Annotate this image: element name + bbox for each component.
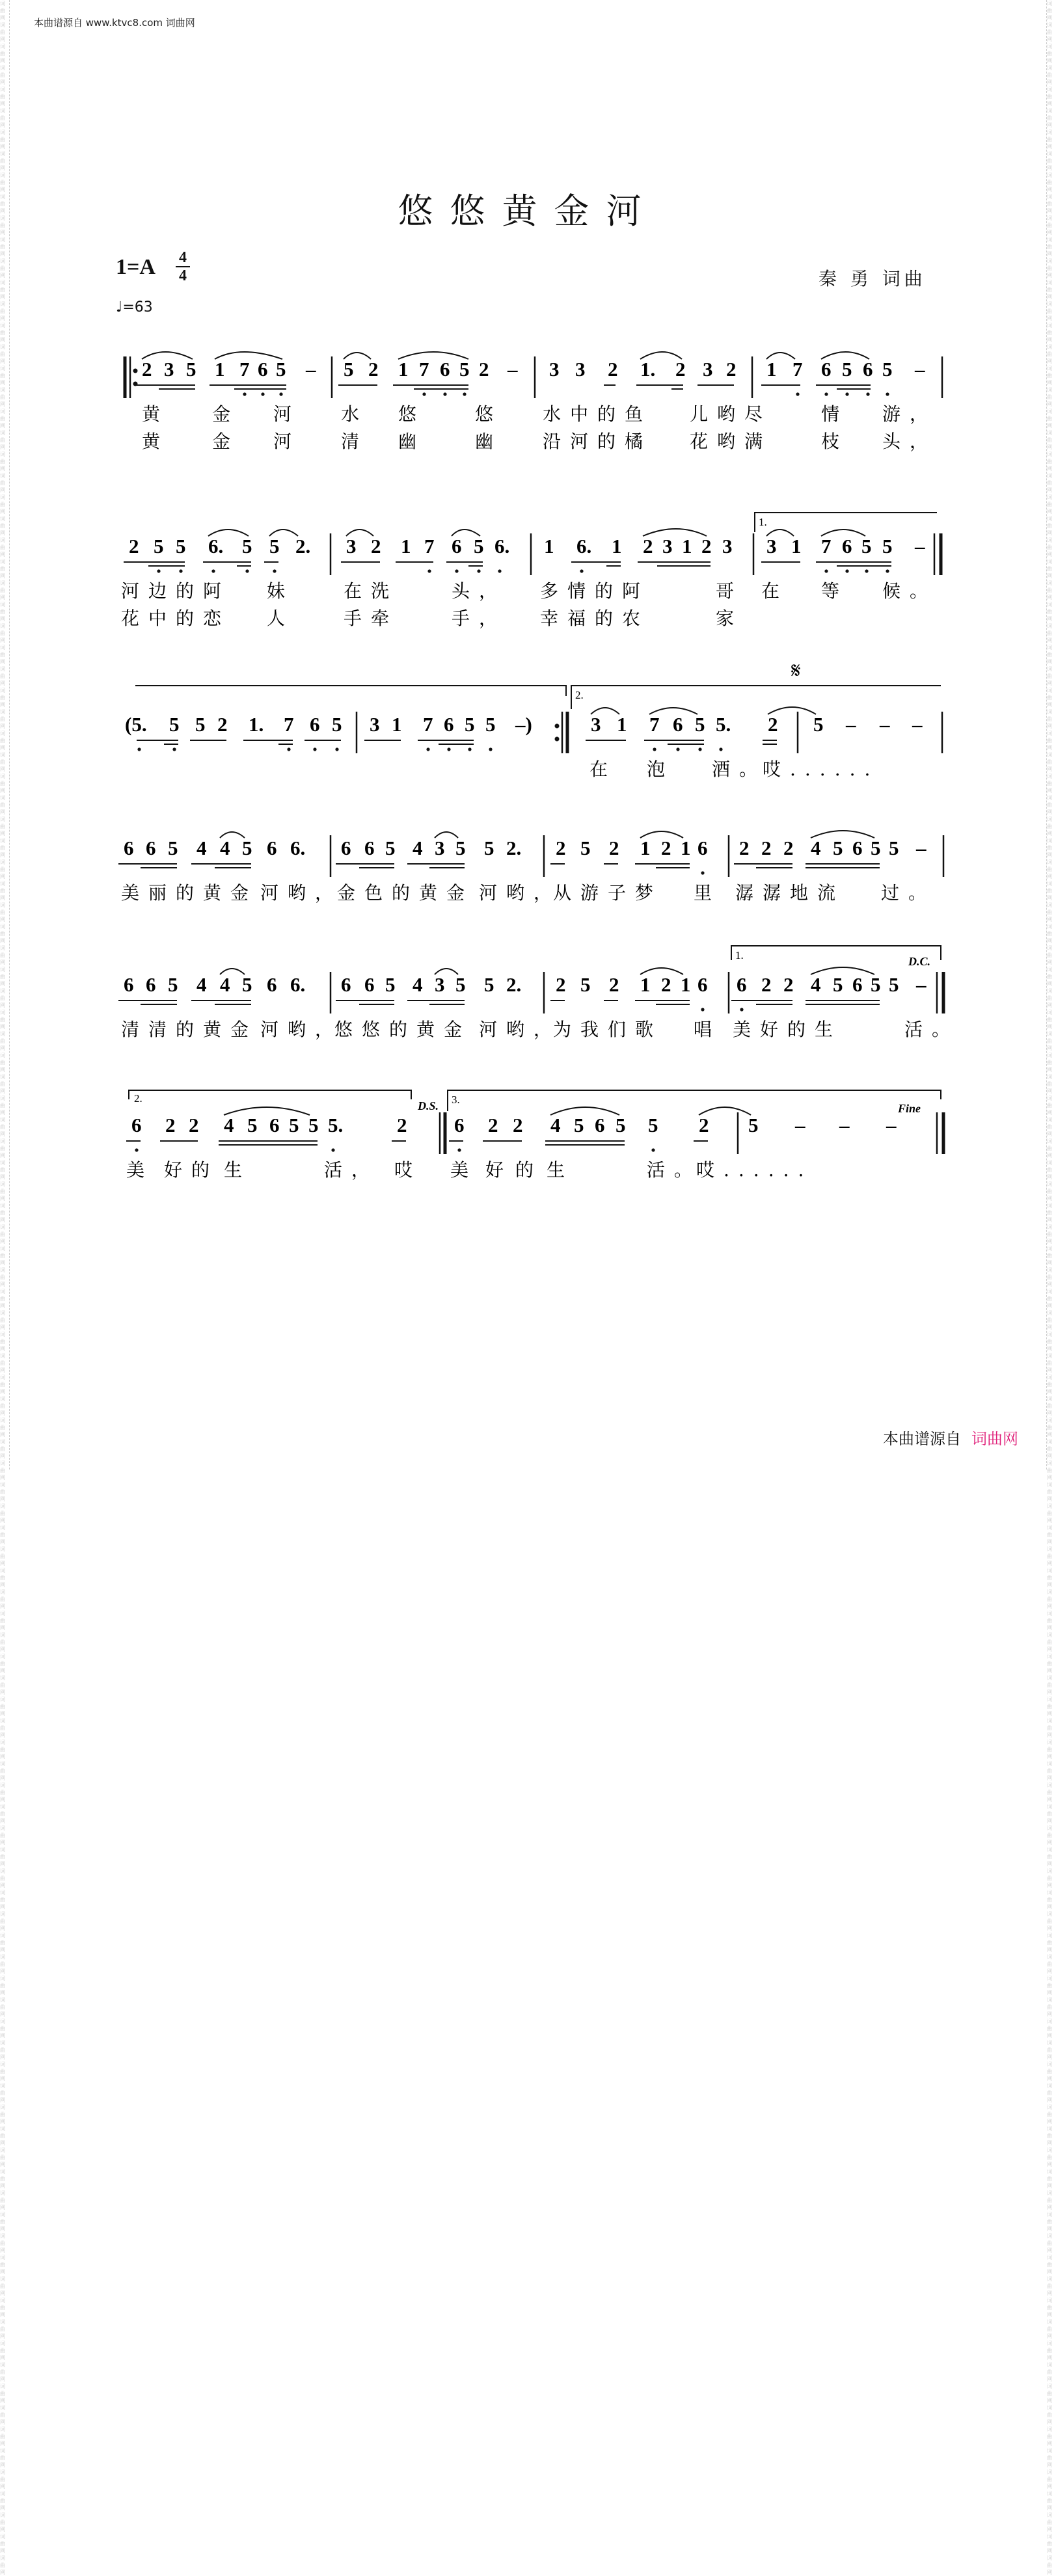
lyric-1-2-1: 黄 — [142, 431, 170, 452]
note-6-20: 5 — [748, 1114, 759, 1136]
note-2-10: 1 — [401, 535, 411, 557]
note-2-21: 2 — [701, 535, 712, 557]
note-3-22: 2 — [768, 713, 778, 736]
note-4-3: 5 — [168, 837, 178, 859]
footer-source — [883, 1426, 1018, 1449]
lyric-2-1-9: 候。 — [882, 580, 938, 602]
note-3-16: 3 — [591, 713, 601, 736]
note-4-15: 5 — [484, 837, 494, 859]
note-1-1: 2 — [142, 358, 152, 381]
fine-marking: Fine — [898, 1102, 921, 1115]
lyric-5-1-2: 河哟， — [260, 1019, 343, 1040]
note-2-19: 3 — [662, 535, 673, 557]
lyric-4-1-3: 金色的黄金 — [337, 882, 474, 904]
note-3-1: (5. — [125, 713, 147, 736]
note-1-9: 5 — [344, 358, 354, 381]
note-6-23: – — [886, 1114, 897, 1136]
lyric-6-1-4: 生 — [224, 1159, 252, 1181]
lyric-5-1-5: 为我们歌 — [553, 1019, 663, 1040]
note-4-6: 5 — [242, 837, 252, 859]
note-1-7: 5 — [276, 358, 286, 381]
lyric-2-1-2: 妹 — [267, 580, 295, 602]
note-3-6: 7 — [284, 713, 294, 736]
note-6-7: 5 — [289, 1114, 299, 1136]
note-2-12: 6 — [452, 535, 462, 557]
note-1-20: 1. — [640, 358, 656, 381]
note-1-29: 5 — [882, 358, 893, 381]
note-3-24: – — [846, 713, 856, 736]
lyric-5-1-8: 活。 — [904, 1019, 960, 1040]
note-2-23: 3 — [766, 535, 777, 557]
lyric-1-2-2: 金 — [212, 431, 240, 452]
note-5-19: 2 — [609, 973, 619, 996]
note-6-10: 2 — [397, 1114, 407, 1136]
volta-2-label-b: 2. — [134, 1092, 142, 1105]
note-3-9: 3 — [370, 713, 380, 736]
note-1-4: 1 — [215, 358, 225, 381]
note-2-26: 6 — [842, 535, 852, 557]
note-2-14: 6. — [494, 535, 510, 557]
lyric-6-1-12: 哎...... — [696, 1159, 813, 1181]
lyric-4-1-1: 美丽的黄金 — [121, 882, 258, 904]
note-2-1: 2 — [129, 535, 139, 557]
lyric-1-2-9: 枝 — [821, 431, 849, 452]
lyric-1-2-7: 沿河的橘 — [543, 431, 653, 452]
footer-site-link[interactable]: 词曲网 — [971, 1430, 1018, 1448]
note-6-13: 2 — [513, 1114, 523, 1136]
volta-3-label: 3. — [452, 1093, 460, 1106]
note-1-3: 5 — [186, 358, 196, 381]
note-3-10: 1 — [392, 713, 402, 736]
note-4-13: 3 — [435, 837, 445, 859]
lyric-6-1-3: 的 — [191, 1159, 219, 1181]
note-6-6: 6 — [269, 1114, 280, 1136]
top-source-text: 本曲谱源自 www.ktvc8.com 词曲网 — [34, 17, 195, 29]
note-6-22: – — [839, 1114, 850, 1136]
lyric-6-1-7: 美 — [450, 1159, 478, 1181]
volta-1-label: 1. — [759, 516, 767, 528]
note-3-18: 7 — [649, 713, 660, 736]
note-6-12: 2 — [488, 1114, 498, 1136]
note-3-26: – — [912, 713, 923, 736]
note-6-18: 5 — [648, 1114, 658, 1136]
note-3-2: 5 — [169, 713, 180, 736]
lyric-2-1-5: 多情的阿 — [540, 580, 650, 602]
footer-source-text: 本曲谱源自 — [883, 1430, 961, 1448]
note-6-14: 4 — [550, 1114, 561, 1136]
note-1-25: 7 — [792, 358, 803, 381]
right-watermark-strip: 词曲网词曲网词曲网词曲网词曲网词曲网词曲网词曲网词曲网词曲网词曲网词曲网词曲网词曲网词曲网词曲网词曲网词曲网词曲网词曲网词曲网词曲网词曲网词曲网词曲网词曲网词曲网词曲网词曲网词曲网词曲网词曲网词曲网词曲网词曲网词曲网词曲网词曲网词曲网词曲网词曲网词曲网词曲网词曲网词曲网词曲网词曲网词曲网词曲网词曲网词曲网词曲网词曲网词曲网词曲网词曲网词曲网词曲网词曲网词曲网词曲网词曲网词曲网词曲网词曲网词曲网词曲网词曲网词曲网词曲网词曲网词曲网词曲网词曲网词曲网词曲网词曲网词曲网词曲网词曲网词曲网词曲网词曲网词曲网词曲网词曲网词曲网词曲网词曲网词曲网词曲网词曲网词曲网词曲网词曲网词曲网词曲网词曲网词曲网词曲网词曲网词曲网词曲网词曲网词曲网词曲网词曲网词曲网词曲网词曲网词曲网词曲网词曲网词曲网词曲网词曲网词曲网词曲网词曲网词曲网 — [1046, 0, 1056, 1469]
note-4-31: 5 — [889, 837, 899, 859]
lyric-1-2-4: 清 — [341, 431, 369, 452]
note-5-4: 4 — [196, 973, 207, 996]
note-5-22: 1 — [681, 973, 691, 996]
note-2-29: – — [915, 535, 925, 557]
lyric-6-1-9: 的 — [515, 1159, 543, 1181]
lyric-2-2-5: 幸福的农 — [540, 608, 650, 629]
note-4-2: 6 — [146, 837, 156, 859]
note-6-19: 2 — [699, 1114, 709, 1136]
lyric-2-1-8: 等 — [821, 580, 849, 602]
note-5-16: 2. — [506, 973, 522, 996]
lyric-1-2-8: 花哟满 — [690, 431, 772, 452]
note-3-5: 1. — [249, 713, 264, 736]
note-5-20: 1 — [640, 973, 651, 996]
note-2-28: 5 — [882, 535, 893, 557]
note-3-4: 2 — [217, 713, 228, 736]
note-2-25: 7 — [821, 535, 832, 557]
note-6-15: 5 — [574, 1114, 584, 1136]
note-1-17: 3 — [549, 358, 560, 381]
lyric-1-1-8: 儿哟尽 — [690, 403, 772, 425]
note-4-14: 5 — [455, 837, 466, 859]
time-signature-top: 4 — [179, 249, 187, 266]
note-4-7: 6 — [267, 837, 277, 859]
lyric-5-1-7: 美好的生 — [733, 1019, 843, 1040]
note-2-20: 1 — [682, 535, 692, 557]
note-2-27: 5 — [861, 535, 872, 557]
note-5-12: 4 — [413, 973, 423, 996]
note-5-25: 2 — [761, 973, 772, 996]
note-6-21: – — [795, 1114, 806, 1136]
note-1-12: 7 — [419, 358, 429, 381]
note-2-22: 3 — [722, 535, 733, 557]
note-4-21: 2 — [661, 837, 671, 859]
note-4-18: 5 — [580, 837, 591, 859]
lyric-2-1-6: 哥 — [716, 580, 744, 602]
note-2-2: 5 — [154, 535, 164, 557]
notes-layer — [121, 358, 959, 1181]
lyric-1-2-10: 头， — [882, 431, 938, 452]
note-5-8: 6. — [290, 973, 306, 996]
note-4-26: 2 — [783, 837, 794, 859]
note-1-16: – — [508, 358, 518, 381]
lyric-2-1-3: 在洗 — [344, 580, 399, 602]
lyric-4-1-7: 潺潺地流 — [735, 882, 845, 904]
note-5-31: 5 — [889, 973, 899, 996]
note-4-17: 2 — [556, 837, 566, 859]
note-4-30: 5 — [871, 837, 881, 859]
note-4-16: 2. — [506, 837, 522, 859]
note-5-2: 6 — [146, 973, 156, 996]
note-5-26: 2 — [783, 973, 794, 996]
note-4-27: 4 — [811, 837, 821, 859]
note-2-9: 2 — [371, 535, 381, 557]
note-6-4: 4 — [224, 1114, 234, 1136]
note-4-24: 2 — [739, 837, 750, 859]
note-2-7: 2. — [295, 535, 311, 557]
note-1-6: 6 — [258, 358, 268, 381]
note-3-19: 6 — [673, 713, 683, 736]
key-signature: 1=A — [116, 255, 156, 279]
note-4-1: 6 — [124, 837, 134, 859]
note-2-15: 1 — [544, 535, 554, 557]
note-5-7: 6 — [267, 973, 277, 996]
note-1-23: 2 — [726, 358, 737, 381]
note-5-18: 5 — [580, 973, 591, 996]
lyric-1-1-7: 水中的鱼 — [543, 403, 653, 425]
lyric-2-1-7: 在 — [761, 580, 789, 602]
note-4-28: 5 — [833, 837, 843, 859]
lyric-5-1-4: 河哟， — [479, 1019, 562, 1040]
note-3-12: 6 — [444, 713, 454, 736]
note-5-9: 6 — [341, 973, 351, 996]
note-5-6: 5 — [242, 973, 252, 996]
note-2-6: 5 — [269, 535, 280, 557]
note-2-16: 6. — [576, 535, 592, 557]
lyric-4-1-4: 河哟， — [479, 882, 562, 904]
note-2-18: 2 — [643, 535, 653, 557]
dc-marking: D.C. — [908, 955, 931, 968]
lyric-1-1-6: 悠 — [475, 403, 503, 425]
lyric-1-2-3: 河 — [273, 431, 301, 452]
note-6-16: 6 — [595, 1114, 605, 1136]
tempo-marking: ♩=63 — [116, 299, 153, 315]
lyric-6-1-8: 好 — [485, 1159, 513, 1181]
note-1-26: 6 — [821, 358, 832, 381]
note-5-24: 6 — [737, 973, 747, 996]
note-4-4: 4 — [196, 837, 207, 859]
note-2-3: 5 — [176, 535, 186, 557]
ds-marking: D.S. — [418, 1099, 439, 1112]
note-3-3: 5 — [195, 713, 206, 736]
note-6-9: 5. — [328, 1114, 344, 1136]
lyric-1-1-2: 金 — [212, 403, 240, 425]
lyric-2-1-1: 河边的阿 — [121, 580, 231, 602]
lyric-1-2-6: 幽 — [475, 431, 503, 452]
note-5-14: 5 — [455, 973, 466, 996]
note-1-30: – — [915, 358, 925, 381]
segno-sign: 𝄋 — [791, 658, 801, 684]
author-credit: 秦 勇 词曲 — [819, 268, 927, 289]
note-1-5: 7 — [239, 358, 250, 381]
lyric-5-1-3: 悠悠的黄金 — [334, 1019, 472, 1040]
note-5-27: 4 — [811, 973, 821, 996]
note-4-19: 2 — [609, 837, 619, 859]
left-watermark-strip: 词曲网词曲网词曲网词曲网词曲网词曲网词曲网词曲网词曲网词曲网词曲网词曲网词曲网词曲网词曲网词曲网词曲网词曲网词曲网词曲网词曲网词曲网词曲网词曲网词曲网词曲网词曲网词曲网词曲网词曲网词曲网词曲网词曲网词曲网词曲网词曲网词曲网词曲网词曲网词曲网词曲网词曲网词曲网词曲网词曲网词曲网词曲网词曲网词曲网词曲网词曲网词曲网词曲网词曲网词曲网词曲网词曲网词曲网词曲网词曲网词曲网词曲网词曲网词曲网词曲网词曲网词曲网词曲网词曲网词曲网词曲网词曲网词曲网词曲网词曲网词曲网词曲网词曲网词曲网词曲网词曲网词曲网词曲网词曲网词曲网词曲网词曲网词曲网词曲网词曲网词曲网词曲网词曲网词曲网词曲网词曲网词曲网词曲网词曲网词曲网词曲网词曲网词曲网词曲网词曲网词曲网词曲网词曲网词曲网词曲网词曲网词曲网词曲网词曲网词曲网词曲网词曲网词曲网词曲网词曲网 — [0, 0, 10, 1469]
time-signature-bottom: 4 — [179, 267, 187, 284]
lyric-3-1-3: 酒。 — [712, 758, 767, 780]
note-1-27: 5 — [842, 358, 852, 381]
lyric-1-2-5: 幽 — [398, 431, 426, 452]
note-3-25: – — [880, 713, 890, 736]
lyric-6-1-2: 好 — [164, 1159, 192, 1181]
note-5-5: 4 — [220, 973, 230, 996]
note-3-15: –) — [515, 713, 532, 736]
note-5-23: 6 — [697, 973, 708, 996]
note-1-14: 5 — [459, 358, 470, 381]
note-4-11: 5 — [385, 837, 396, 859]
note-5-3: 5 — [168, 973, 178, 996]
lyric-1-1-3: 河 — [273, 403, 301, 425]
note-1-13: 6 — [440, 358, 450, 381]
note-5-11: 5 — [385, 973, 396, 996]
lyric-4-1-6: 里 — [694, 882, 722, 904]
lyric-4-1-2: 河哟， — [260, 882, 343, 904]
note-4-8: 6. — [290, 837, 306, 859]
note-3-13: 5 — [465, 713, 475, 736]
note-2-8: 3 — [346, 535, 357, 557]
volta-1-label-b: 1. — [735, 949, 744, 961]
note-1-2: 3 — [164, 358, 174, 381]
note-1-21: 2 — [675, 358, 686, 381]
lyric-6-1-6: 哎 — [394, 1159, 422, 1181]
note-4-10: 6 — [364, 837, 375, 859]
note-4-29: 6 — [852, 837, 863, 859]
note-5-28: 5 — [833, 973, 843, 996]
note-4-12: 4 — [413, 837, 423, 859]
lyric-1-1-10: 游， — [882, 403, 938, 425]
lyric-4-1-8: 过。 — [881, 882, 936, 904]
note-3-8: 5 — [332, 713, 342, 736]
note-3-7: 6 — [310, 713, 320, 736]
note-4-5: 4 — [220, 837, 230, 859]
note-2-17: 1 — [612, 535, 622, 557]
lyric-1-1-4: 水 — [341, 403, 369, 425]
note-6-8: 5 — [308, 1114, 319, 1136]
volta-2-label: 2. — [575, 689, 584, 701]
note-2-4: 6. — [208, 535, 224, 557]
note-1-22: 3 — [703, 358, 713, 381]
note-5-30: 5 — [871, 973, 881, 996]
note-2-5: 5 — [242, 535, 252, 557]
lyric-2-2-1: 花中的恋 — [121, 608, 231, 629]
note-1-18: 3 — [575, 358, 586, 381]
note-2-13: 5 — [474, 535, 484, 557]
note-1-15: 2 — [479, 358, 489, 381]
lyric-6-1-1: 美 — [126, 1159, 154, 1181]
song-title: 悠悠黄金河 — [398, 191, 658, 232]
note-1-11: 1 — [398, 358, 409, 381]
note-5-13: 3 — [435, 973, 445, 996]
lyric-2-1-4: 头， — [452, 580, 507, 602]
note-5-1: 6 — [124, 973, 134, 996]
note-1-28: 6 — [863, 358, 873, 381]
note-5-21: 2 — [661, 973, 671, 996]
note-6-17: 5 — [616, 1114, 626, 1136]
note-3-17: 1 — [617, 713, 627, 736]
note-3-21: 5. — [716, 713, 731, 736]
note-4-20: 1 — [640, 837, 651, 859]
note-2-24: 1 — [791, 535, 802, 557]
lyric-3-1-1: 在 — [589, 758, 617, 780]
note-5-17: 2 — [556, 973, 566, 996]
note-5-32: – — [916, 973, 927, 996]
note-4-9: 6 — [341, 837, 351, 859]
note-3-23: 5 — [813, 713, 824, 736]
lyric-1-1-9: 情 — [821, 403, 849, 425]
lyric-5-1-6: 唱 — [694, 1019, 722, 1040]
note-1-24: 1 — [766, 358, 777, 381]
note-3-11: 7 — [423, 713, 433, 736]
lyric-1-1-1: 黄 — [142, 403, 170, 425]
note-4-25: 2 — [761, 837, 772, 859]
note-6-2: 2 — [165, 1114, 176, 1136]
lyric-4-1-5: 从游子梦 — [553, 882, 663, 904]
lyric-1-1-5: 悠 — [398, 403, 426, 425]
lyric-3-1-4: 哎...... — [763, 758, 880, 780]
note-4-23: 6 — [697, 837, 708, 859]
note-1-8: – — [306, 358, 316, 381]
note-6-1: 6 — [131, 1114, 142, 1136]
note-3-20: 5 — [695, 713, 705, 736]
lyric-6-1-11: 活。 — [647, 1159, 702, 1181]
note-3-14: 5 — [485, 713, 496, 736]
lyric-2-2-2: 人 — [267, 608, 295, 629]
lyric-6-1-5: 活， — [324, 1159, 379, 1181]
note-6-3: 2 — [189, 1114, 199, 1136]
lyric-3-1-2: 泡 — [647, 758, 675, 780]
note-2-11: 7 — [424, 535, 435, 557]
lyric-2-2-6: 家 — [716, 608, 744, 629]
note-4-32: – — [916, 837, 927, 859]
note-1-19: 2 — [608, 358, 618, 381]
note-5-10: 6 — [364, 973, 375, 996]
lyric-2-2-3: 手牵 — [344, 608, 399, 629]
note-1-10: 2 — [368, 358, 379, 381]
note-5-29: 6 — [852, 973, 863, 996]
note-6-5: 5 — [247, 1114, 258, 1136]
lyric-6-1-10: 生 — [547, 1159, 575, 1181]
note-4-22: 1 — [681, 837, 691, 859]
note-5-15: 5 — [484, 973, 494, 996]
lyric-5-1-1: 清清的黄金 — [121, 1019, 258, 1040]
lyric-2-2-4: 手， — [452, 608, 507, 629]
note-6-11: 6 — [454, 1114, 465, 1136]
